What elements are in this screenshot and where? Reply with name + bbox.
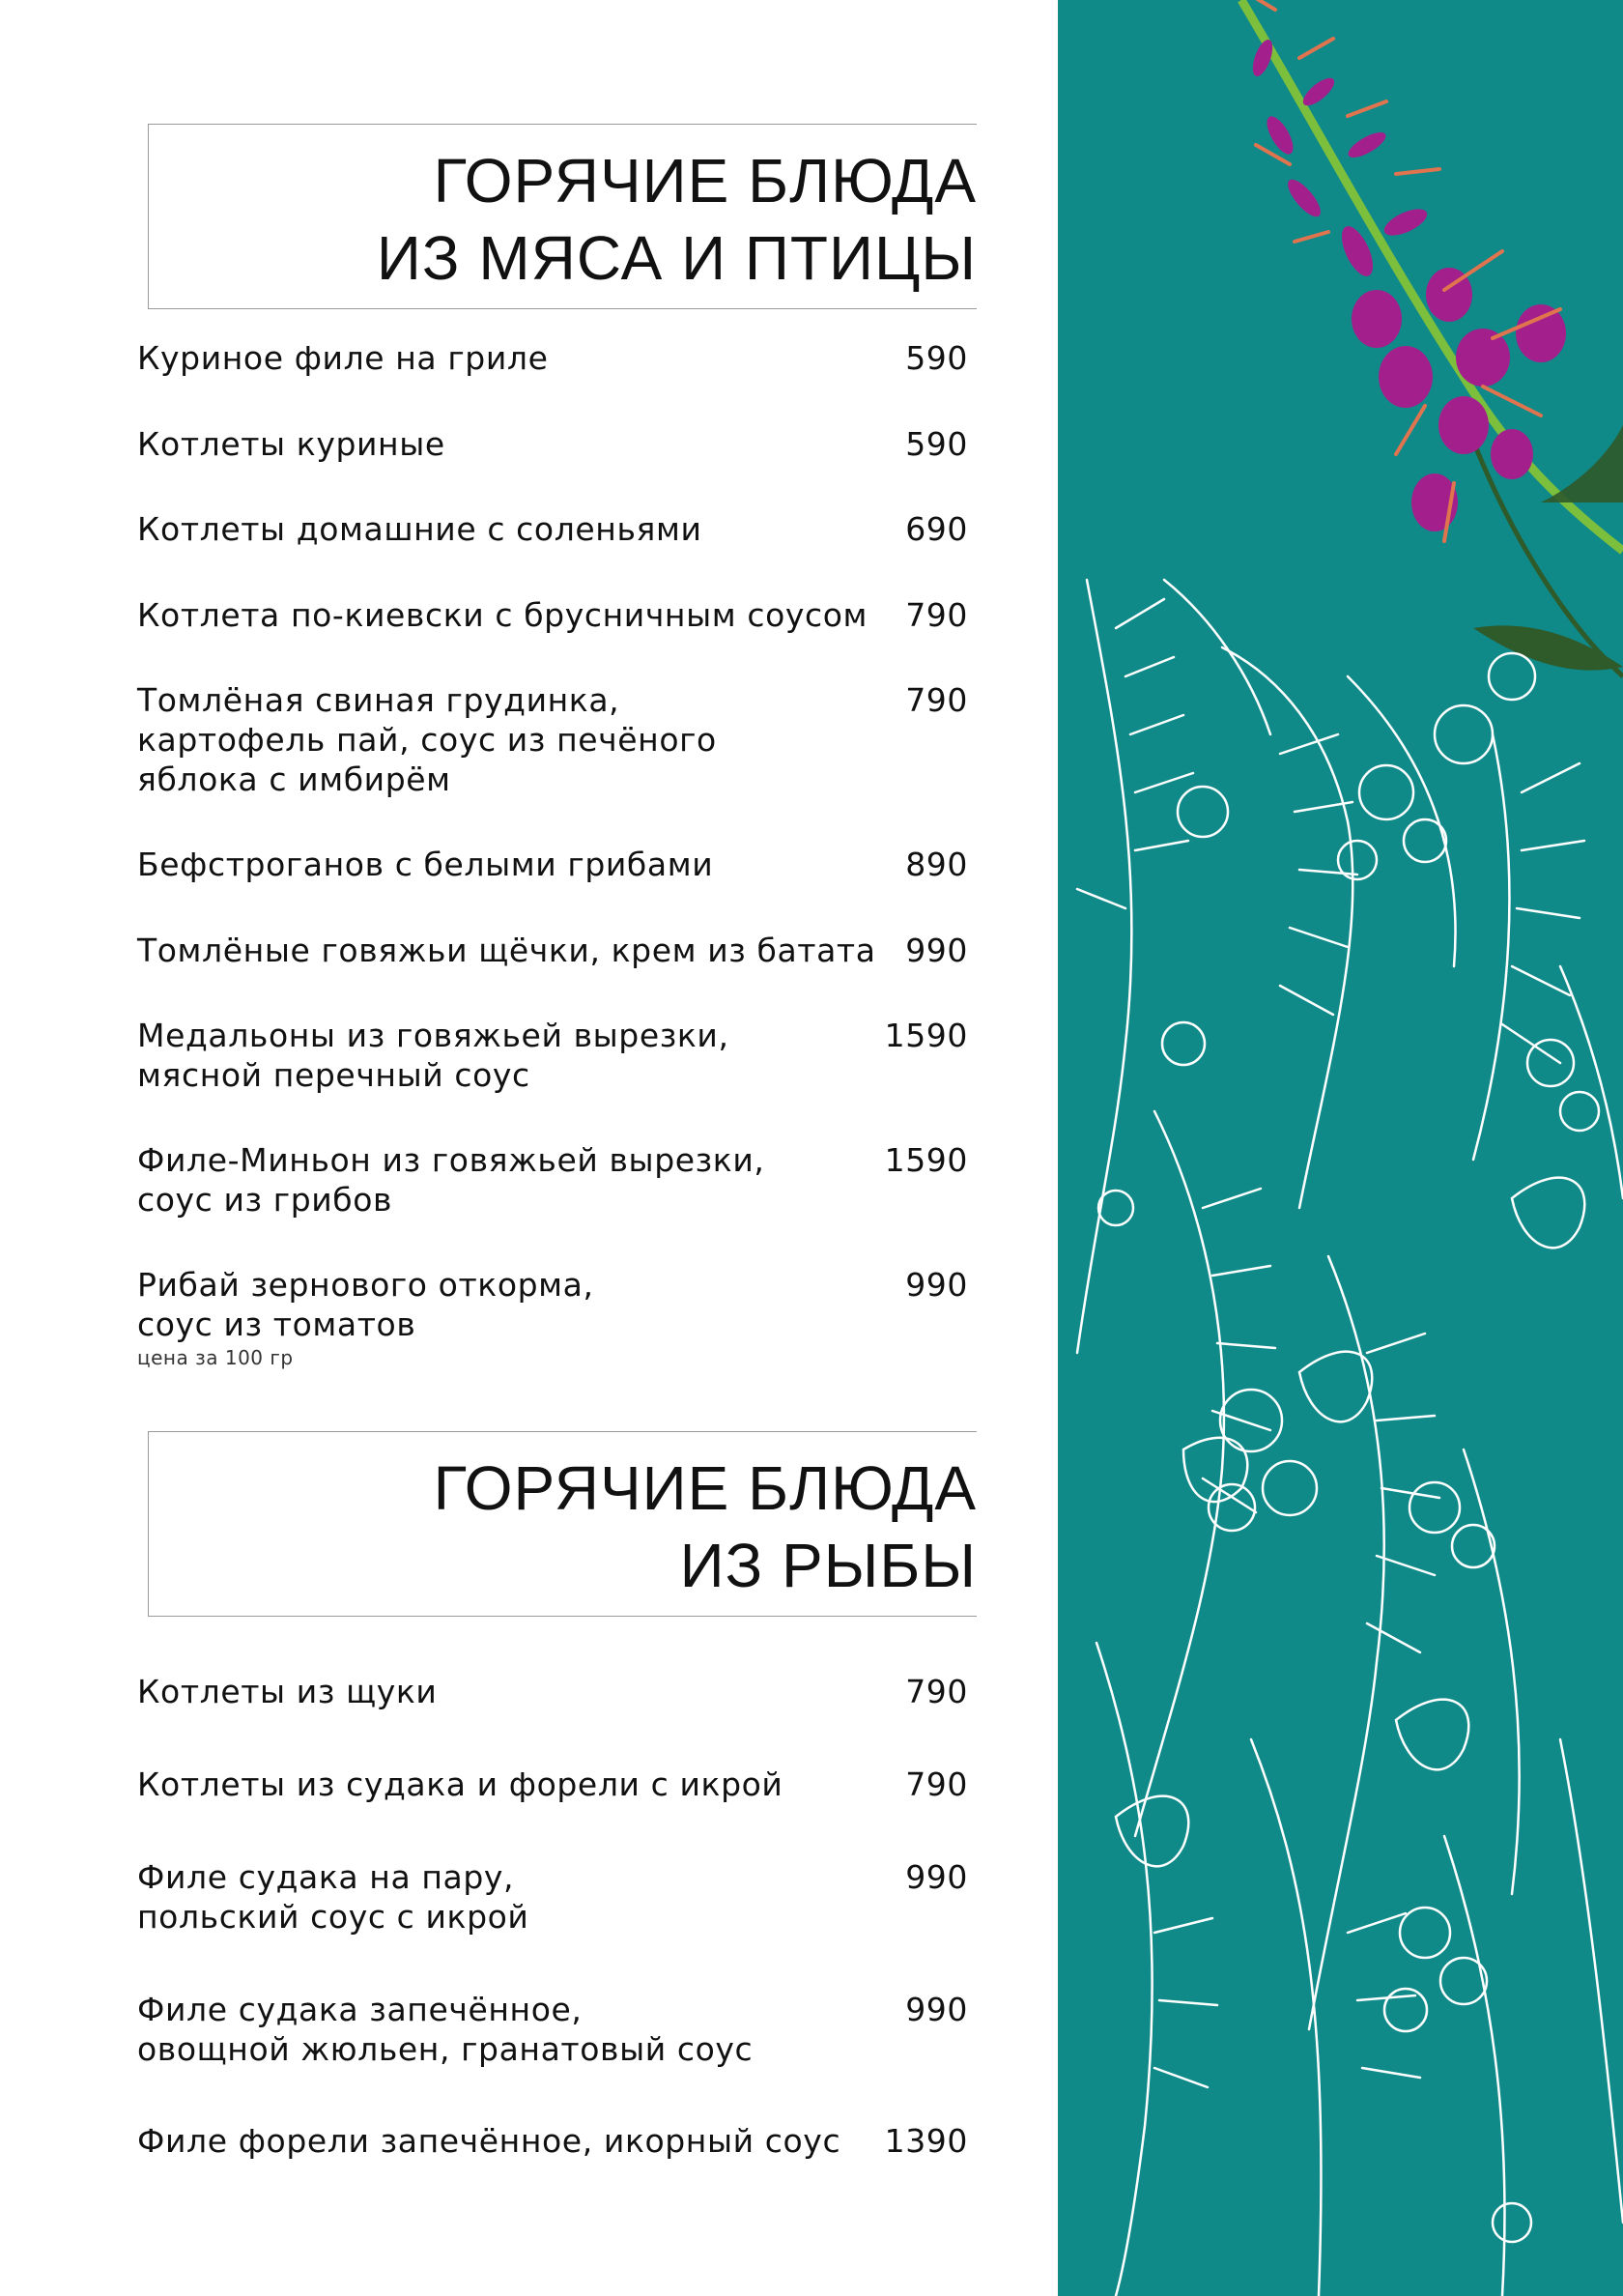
dish-price: 990 <box>905 1858 968 1896</box>
section-header-fish <box>148 1431 977 1617</box>
menu-item <box>137 1990 968 2069</box>
dish-price: 1590 <box>884 1017 968 1054</box>
dish-name: Котлеты из судака и форели с икрой <box>137 1765 783 1803</box>
dish-price: 890 <box>905 846 968 883</box>
menu-item <box>137 680 968 799</box>
menu-item <box>137 2121 968 2161</box>
menu-item <box>137 1265 968 1369</box>
dish-name: Котлета по-киевски с брусничным соусом <box>137 596 868 634</box>
dish-name: Котлеты из щуки <box>137 1673 438 1710</box>
dish-price: 790 <box>905 596 968 634</box>
menu-item <box>137 931 968 970</box>
dish-name: Томлёные говяжьи щёчки, крем из батата <box>137 932 876 969</box>
dish-price: 1590 <box>884 1141 968 1179</box>
dish-price: 990 <box>905 932 968 969</box>
dish-price: 1390 <box>884 2122 968 2160</box>
menu-item <box>137 595 968 635</box>
menu-item <box>137 1765 968 1804</box>
dish-name: Томлёная свиная грудинка, картофель пай, соус из печёного яблока с имбирём <box>137 681 717 798</box>
dish-price: 790 <box>905 1673 968 1710</box>
dish-name: Котлеты домашние с соленьями <box>137 510 702 548</box>
section-header-meat <box>148 124 977 309</box>
section-title-line-2: ИЗ МЯСА И ПТИЦЫ <box>376 223 977 293</box>
dish-price: 790 <box>905 1765 968 1803</box>
menu-item <box>137 1672 968 1711</box>
dish-price: 590 <box>905 425 968 463</box>
dish-name: Куриное филе на гриле <box>137 339 549 377</box>
dish-name: Рибай зернового откорма, соус из томатов <box>137 1266 594 1343</box>
section-title-line-1: ГОРЯЧИЕ БЛЮДА <box>433 1453 977 1523</box>
botanical-panel <box>1058 0 1623 2296</box>
section-title-line-1: ГОРЯЧИЕ БЛЮДА <box>433 146 977 215</box>
dish-name: Бефстроганов с белыми грибами <box>137 846 714 883</box>
dish-price: 590 <box>905 339 968 377</box>
menu-item <box>137 1140 968 1220</box>
dish-price: 990 <box>905 1991 968 2028</box>
dish-price: 690 <box>905 510 968 548</box>
dish-name: Филе-Миньон из говяжьей вырезки, соус из грибов <box>137 1141 765 1219</box>
botanical-illustration <box>1058 0 1623 2296</box>
dish-name: Котлеты куриные <box>137 425 445 463</box>
section-title-line-2: ИЗ РЫБЫ <box>679 1531 977 1600</box>
menu-item <box>137 338 968 378</box>
dish-name: Филе форели запечённое, икорный соус <box>137 2122 841 2160</box>
menu-item <box>137 845 968 884</box>
dish-name: Филе судака запечённое, овощной жюльен, гранатовый соус <box>137 1991 754 2068</box>
dish-name: Медальоны из говяжьей вырезки, мясной перечный соус <box>137 1017 729 1094</box>
menu-item <box>137 1016 968 1095</box>
menu-item <box>137 424 968 464</box>
dish-name: Филе судака на пару, польский соус с икрой <box>137 1858 529 1936</box>
menu-item <box>137 1857 968 1937</box>
dish-price: 790 <box>905 681 968 719</box>
menu-item <box>137 509 968 549</box>
price-note: цена за 100 гр <box>137 1346 294 1369</box>
dish-price: 990 <box>905 1266 968 1304</box>
